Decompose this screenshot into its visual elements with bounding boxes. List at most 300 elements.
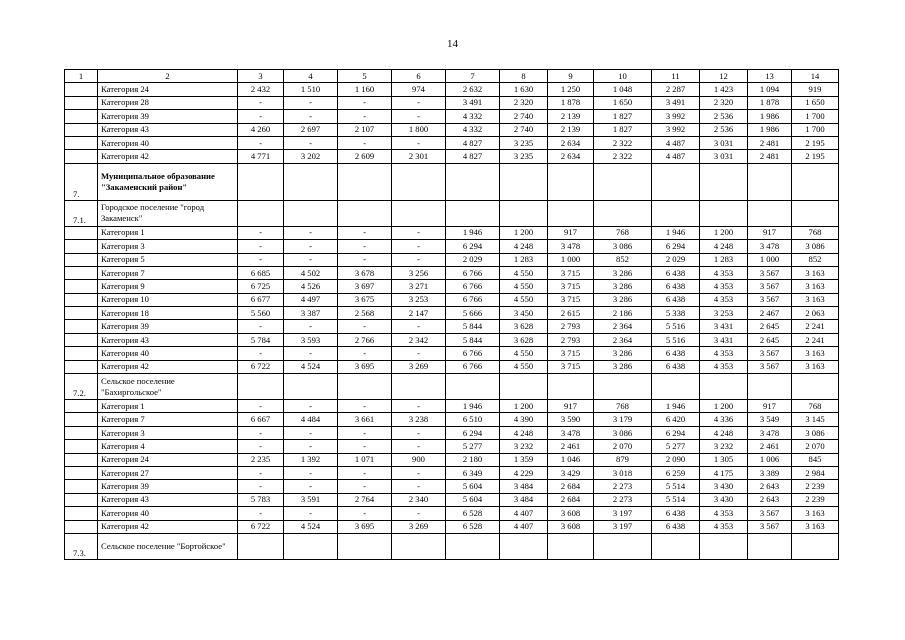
table-cell: 1 946 bbox=[652, 226, 700, 239]
table-cell: 3 697 bbox=[338, 280, 392, 293]
table-cell: 6 510 bbox=[446, 413, 500, 426]
table-cell: 1 650 bbox=[594, 96, 652, 109]
table-cell bbox=[652, 533, 700, 559]
table-cell: 2 615 bbox=[548, 307, 594, 320]
table-cell: 4 550 bbox=[500, 280, 548, 293]
section-row bbox=[65, 374, 839, 400]
table-cell: 3 256 bbox=[392, 266, 446, 279]
row-number bbox=[65, 226, 98, 239]
table-cell bbox=[700, 533, 748, 559]
table-cell: 845 bbox=[792, 453, 839, 466]
row-name: Категория 42 bbox=[98, 520, 238, 533]
table-cell: 2 461 bbox=[548, 440, 594, 453]
table-cell: 5 338 bbox=[652, 307, 700, 320]
table-cell: - bbox=[238, 253, 284, 266]
row-name: Категория 40 bbox=[98, 507, 238, 520]
table-cell: 2 195 bbox=[792, 150, 839, 163]
table-cell: 4 353 bbox=[700, 266, 748, 279]
row-number bbox=[65, 466, 98, 479]
table-row bbox=[65, 466, 839, 479]
table-cell: 3 628 bbox=[500, 333, 548, 346]
table-row bbox=[65, 96, 839, 109]
table-cell: 2 241 bbox=[792, 333, 839, 346]
table-cell: 4 353 bbox=[700, 293, 748, 306]
table-cell: 3 491 bbox=[652, 96, 700, 109]
table-cell: 1 392 bbox=[284, 453, 338, 466]
table-cell: 2 740 bbox=[500, 110, 548, 123]
table-cell: 4 407 bbox=[500, 520, 548, 533]
row-number bbox=[65, 266, 98, 279]
row-number bbox=[65, 520, 98, 533]
table-cell bbox=[284, 163, 338, 200]
column-header: 9 bbox=[548, 70, 594, 83]
table-cell: 5 277 bbox=[652, 440, 700, 453]
table-cell: 4 524 bbox=[284, 520, 338, 533]
table-cell: 1 946 bbox=[446, 400, 500, 413]
row-number bbox=[65, 413, 98, 426]
table-cell: - bbox=[392, 400, 446, 413]
table-cell: 919 bbox=[792, 83, 839, 96]
table-cell: - bbox=[284, 440, 338, 453]
table-cell: 917 bbox=[748, 400, 792, 413]
table-cell: 3 478 bbox=[748, 240, 792, 253]
table-cell: 3 484 bbox=[500, 480, 548, 493]
table-cell: - bbox=[338, 426, 392, 439]
table-cell: 3 086 bbox=[594, 426, 652, 439]
row-name: Категория 9 bbox=[98, 280, 238, 293]
table-cell: 1 827 bbox=[594, 123, 652, 136]
table-cell: 3 567 bbox=[748, 280, 792, 293]
table-cell: - bbox=[284, 347, 338, 360]
table-cell: 2 029 bbox=[446, 253, 500, 266]
table-cell: 3 430 bbox=[700, 493, 748, 506]
table-row bbox=[65, 293, 839, 306]
table-cell: - bbox=[238, 466, 284, 479]
table-cell: 3 232 bbox=[500, 440, 548, 453]
row-name: Категория 1 bbox=[98, 400, 238, 413]
section-row bbox=[65, 533, 839, 559]
table-cell: 3 478 bbox=[748, 426, 792, 439]
table-cell: 2 063 bbox=[792, 307, 839, 320]
table-cell: 2 029 bbox=[652, 253, 700, 266]
table-cell: 1 046 bbox=[548, 453, 594, 466]
table-cell: 2 645 bbox=[748, 333, 792, 346]
column-header: 12 bbox=[700, 70, 748, 83]
table-cell: 5 514 bbox=[652, 493, 700, 506]
table-cell: 900 bbox=[392, 453, 446, 466]
table-cell: 3 430 bbox=[700, 480, 748, 493]
table-cell: 4 502 bbox=[284, 266, 338, 279]
table-cell: 852 bbox=[792, 253, 839, 266]
table-cell: 5 516 bbox=[652, 320, 700, 333]
table-cell: 3 086 bbox=[792, 426, 839, 439]
table-cell: 6 685 bbox=[238, 266, 284, 279]
table-cell: 3 715 bbox=[548, 266, 594, 279]
table-cell bbox=[446, 374, 500, 400]
table-cell bbox=[748, 374, 792, 400]
table-cell: 6 294 bbox=[446, 426, 500, 439]
table-cell: 3 286 bbox=[594, 347, 652, 360]
column-header: 10 bbox=[594, 70, 652, 83]
table-cell: 4 260 bbox=[238, 123, 284, 136]
column-header: 13 bbox=[748, 70, 792, 83]
table-cell: 1 878 bbox=[748, 96, 792, 109]
table-cell: 2 766 bbox=[338, 333, 392, 346]
table-cell bbox=[238, 200, 284, 226]
table-cell bbox=[284, 533, 338, 559]
table-cell: 2 684 bbox=[548, 480, 594, 493]
table-cell: 6 438 bbox=[652, 266, 700, 279]
row-name: Категория 39 bbox=[98, 320, 238, 333]
table-row bbox=[65, 453, 839, 466]
table-row bbox=[65, 110, 839, 123]
table-cell: 4 332 bbox=[446, 123, 500, 136]
row-number bbox=[65, 400, 98, 413]
table-cell: 3 567 bbox=[748, 293, 792, 306]
table-row bbox=[65, 400, 839, 413]
table-cell: 2 684 bbox=[548, 493, 594, 506]
row-name: Категория 39 bbox=[98, 110, 238, 123]
row-number bbox=[65, 136, 98, 149]
table-cell bbox=[392, 374, 446, 400]
row-name: Сельское поселение "Бортойское" bbox=[98, 533, 238, 559]
table-cell: 2 186 bbox=[594, 307, 652, 320]
table-cell: 3 484 bbox=[500, 493, 548, 506]
table-cell: 3 567 bbox=[748, 360, 792, 373]
table-cell: 6 438 bbox=[652, 360, 700, 373]
row-name: Сельское поселение "Бахиргольское" bbox=[98, 374, 238, 400]
table-cell: 2 984 bbox=[792, 466, 839, 479]
table-cell: - bbox=[392, 426, 446, 439]
table-cell: 2 364 bbox=[594, 333, 652, 346]
table-cell: 974 bbox=[392, 83, 446, 96]
row-name: Муниципальное образование "Закаменский район" bbox=[98, 163, 238, 200]
table-cell: 6 438 bbox=[652, 507, 700, 520]
table-cell bbox=[594, 374, 652, 400]
table-cell: 3 018 bbox=[594, 466, 652, 479]
table-cell: 5 560 bbox=[238, 307, 284, 320]
table-cell: 3 431 bbox=[700, 333, 748, 346]
table-cell: 3 163 bbox=[792, 520, 839, 533]
row-number bbox=[65, 240, 98, 253]
row-name: Категория 43 bbox=[98, 333, 238, 346]
table-cell: - bbox=[392, 347, 446, 360]
table-cell: - bbox=[238, 426, 284, 439]
table-cell: 4 550 bbox=[500, 266, 548, 279]
table-cell: - bbox=[392, 320, 446, 333]
row-number bbox=[65, 507, 98, 520]
table-cell: 3 715 bbox=[548, 293, 594, 306]
row-number bbox=[65, 83, 98, 96]
table-cell: - bbox=[338, 96, 392, 109]
table-cell: - bbox=[338, 253, 392, 266]
table-cell: 4 497 bbox=[284, 293, 338, 306]
table-cell: 4 487 bbox=[652, 150, 700, 163]
table-row bbox=[65, 440, 839, 453]
table-cell: - bbox=[338, 110, 392, 123]
table-cell: - bbox=[238, 480, 284, 493]
table-cell bbox=[500, 533, 548, 559]
column-header: 1 bbox=[65, 70, 98, 83]
column-header: 2 bbox=[98, 70, 238, 83]
table-cell: - bbox=[284, 110, 338, 123]
table-cell: 917 bbox=[548, 226, 594, 239]
row-number bbox=[65, 307, 98, 320]
row-number bbox=[65, 280, 98, 293]
table-cell: 1 048 bbox=[594, 83, 652, 96]
table-cell: 2 322 bbox=[594, 150, 652, 163]
table-cell: 2 697 bbox=[284, 123, 338, 136]
column-header: 14 bbox=[792, 70, 839, 83]
table-cell: - bbox=[392, 136, 446, 149]
table-cell: 2 568 bbox=[338, 307, 392, 320]
table-cell: - bbox=[284, 426, 338, 439]
table-cell: 6 259 bbox=[652, 466, 700, 479]
table-cell: - bbox=[338, 240, 392, 253]
table-cell bbox=[652, 200, 700, 226]
table-cell: 3 197 bbox=[594, 520, 652, 533]
table-cell bbox=[338, 163, 392, 200]
table-cell bbox=[392, 200, 446, 226]
table-cell: - bbox=[238, 347, 284, 360]
table-cell bbox=[548, 163, 594, 200]
row-name: Категория 27 bbox=[98, 466, 238, 479]
row-name: Категория 18 bbox=[98, 307, 238, 320]
table-cell: 1 283 bbox=[700, 253, 748, 266]
table-cell: 3 163 bbox=[792, 347, 839, 360]
table-cell: 2 070 bbox=[792, 440, 839, 453]
table-cell: 6 667 bbox=[238, 413, 284, 426]
table-cell: - bbox=[238, 226, 284, 239]
table-cell: 1 200 bbox=[500, 226, 548, 239]
table-cell: 6 528 bbox=[446, 520, 500, 533]
table-cell: 3 202 bbox=[284, 150, 338, 163]
table-cell: 3 232 bbox=[700, 440, 748, 453]
table-cell: - bbox=[392, 110, 446, 123]
table-cell: 5 783 bbox=[238, 493, 284, 506]
row-name: Категория 7 bbox=[98, 413, 238, 426]
row-number bbox=[65, 293, 98, 306]
table-row bbox=[65, 413, 839, 426]
table-cell: 6 438 bbox=[652, 520, 700, 533]
table-cell: 2 643 bbox=[748, 480, 792, 493]
table-cell bbox=[548, 374, 594, 400]
table-cell: 4 827 bbox=[446, 136, 500, 149]
table-cell bbox=[500, 200, 548, 226]
table-cell bbox=[700, 163, 748, 200]
table-row bbox=[65, 150, 839, 163]
table-cell: - bbox=[238, 96, 284, 109]
table-cell: 2 536 bbox=[700, 110, 748, 123]
table-cell: 2 147 bbox=[392, 307, 446, 320]
table-cell: 1 700 bbox=[792, 123, 839, 136]
table-cell: - bbox=[338, 320, 392, 333]
table-cell: 4 526 bbox=[284, 280, 338, 293]
table-cell: 3 286 bbox=[594, 280, 652, 293]
table-cell: - bbox=[338, 480, 392, 493]
table-cell: 3 567 bbox=[748, 347, 792, 360]
table-cell: 3 675 bbox=[338, 293, 392, 306]
table-cell: 4 353 bbox=[700, 280, 748, 293]
table-cell: 3 031 bbox=[700, 150, 748, 163]
table-cell: 2 070 bbox=[594, 440, 652, 453]
table-cell: 1 986 bbox=[748, 123, 792, 136]
table-row bbox=[65, 333, 839, 346]
table-cell bbox=[500, 163, 548, 200]
table-cell bbox=[338, 374, 392, 400]
table-cell: - bbox=[284, 136, 338, 149]
table-cell: 6 766 bbox=[446, 347, 500, 360]
table-cell: 2 235 bbox=[238, 453, 284, 466]
row-name: Категория 43 bbox=[98, 123, 238, 136]
table-cell: - bbox=[238, 240, 284, 253]
table-cell bbox=[748, 163, 792, 200]
table-cell bbox=[238, 374, 284, 400]
table-cell: 1 305 bbox=[700, 453, 748, 466]
table-cell bbox=[392, 533, 446, 559]
table-cell: 2 195 bbox=[792, 136, 839, 149]
table-cell: 6 766 bbox=[446, 293, 500, 306]
table-cell: - bbox=[392, 226, 446, 239]
row-number bbox=[65, 320, 98, 333]
table-cell bbox=[338, 533, 392, 559]
table-cell: 2 320 bbox=[700, 96, 748, 109]
table-cell: - bbox=[392, 507, 446, 520]
table-cell: - bbox=[392, 440, 446, 453]
table-row bbox=[65, 507, 839, 520]
table-cell: 1 250 bbox=[548, 83, 594, 96]
table-cell: 2 322 bbox=[594, 136, 652, 149]
table-cell bbox=[548, 533, 594, 559]
table-cell: 3 567 bbox=[748, 520, 792, 533]
table-cell: 3 431 bbox=[700, 320, 748, 333]
table-row bbox=[65, 426, 839, 439]
row-name: Категория 10 bbox=[98, 293, 238, 306]
table-cell: 6 722 bbox=[238, 520, 284, 533]
table-cell: 3 695 bbox=[338, 520, 392, 533]
table-cell: 3 235 bbox=[500, 136, 548, 149]
table-cell: 3 031 bbox=[700, 136, 748, 149]
table-cell: 3 253 bbox=[700, 307, 748, 320]
table-cell: 4 524 bbox=[284, 360, 338, 373]
table-cell: 1 650 bbox=[792, 96, 839, 109]
table-cell: 6 725 bbox=[238, 280, 284, 293]
table-cell: 2 180 bbox=[446, 453, 500, 466]
table-row bbox=[65, 493, 839, 506]
table-cell: 3 695 bbox=[338, 360, 392, 373]
table-cell bbox=[446, 200, 500, 226]
table-cell bbox=[284, 374, 338, 400]
table-cell bbox=[700, 200, 748, 226]
table-cell: 3 661 bbox=[338, 413, 392, 426]
table-cell: 2 740 bbox=[500, 123, 548, 136]
table-cell: 3 608 bbox=[548, 507, 594, 520]
table-cell: 3 593 bbox=[284, 333, 338, 346]
table-cell: 3 235 bbox=[500, 150, 548, 163]
table-cell: 2 239 bbox=[792, 480, 839, 493]
table-cell: - bbox=[338, 507, 392, 520]
table-cell: 4 550 bbox=[500, 293, 548, 306]
section-row bbox=[65, 200, 839, 226]
table-cell: 2 634 bbox=[548, 150, 594, 163]
table-cell: 768 bbox=[594, 226, 652, 239]
table-cell: 2 432 bbox=[238, 83, 284, 96]
table-cell: 2 645 bbox=[748, 320, 792, 333]
table-cell: 4 248 bbox=[700, 426, 748, 439]
row-number bbox=[65, 426, 98, 439]
column-header: 5 bbox=[338, 70, 392, 83]
table-cell: 2 461 bbox=[748, 440, 792, 453]
table-row bbox=[65, 320, 839, 333]
table-cell: 2 793 bbox=[548, 333, 594, 346]
table-cell: 3 086 bbox=[594, 240, 652, 253]
table-cell: 3 567 bbox=[748, 266, 792, 279]
table-cell: 6 438 bbox=[652, 293, 700, 306]
table-cell: 2 536 bbox=[700, 123, 748, 136]
table-cell: - bbox=[238, 110, 284, 123]
row-name: Категория 1 bbox=[98, 226, 238, 239]
column-header: 4 bbox=[284, 70, 338, 83]
table-cell: - bbox=[284, 240, 338, 253]
table-row bbox=[65, 123, 839, 136]
table-cell: 3 429 bbox=[548, 466, 594, 479]
table-cell: 3 628 bbox=[500, 320, 548, 333]
table-cell: 2 643 bbox=[748, 493, 792, 506]
table-cell bbox=[446, 533, 500, 559]
table-cell: 1 000 bbox=[748, 253, 792, 266]
table-header-row bbox=[65, 70, 839, 83]
row-number bbox=[65, 440, 98, 453]
column-header: 3 bbox=[238, 70, 284, 83]
table-cell: 4 229 bbox=[500, 466, 548, 479]
table-cell: 917 bbox=[548, 400, 594, 413]
table-cell: 1 359 bbox=[500, 453, 548, 466]
table-cell: - bbox=[338, 347, 392, 360]
table-cell: - bbox=[338, 440, 392, 453]
row-number: 7.2. bbox=[65, 374, 98, 400]
table-cell: 1 700 bbox=[792, 110, 839, 123]
table-cell: 4 248 bbox=[700, 240, 748, 253]
table-cell: 3 269 bbox=[392, 360, 446, 373]
table-row bbox=[65, 240, 839, 253]
table-cell: 3 145 bbox=[792, 413, 839, 426]
table-cell bbox=[792, 533, 839, 559]
row-name: Категория 3 bbox=[98, 240, 238, 253]
table-cell: 1 510 bbox=[284, 83, 338, 96]
table-cell: 768 bbox=[792, 226, 839, 239]
table-cell: 3 478 bbox=[548, 426, 594, 439]
row-name: Категория 3 bbox=[98, 426, 238, 439]
table-cell: 3 163 bbox=[792, 360, 839, 373]
page-number: 14 bbox=[447, 38, 458, 50]
table-row bbox=[65, 280, 839, 293]
table-cell: - bbox=[284, 507, 338, 520]
table-cell bbox=[700, 374, 748, 400]
table-cell: 3 567 bbox=[748, 507, 792, 520]
table-cell: 3 197 bbox=[594, 507, 652, 520]
table-cell: 5 604 bbox=[446, 480, 500, 493]
table-cell bbox=[792, 163, 839, 200]
table-cell: 6 766 bbox=[446, 280, 500, 293]
table-cell: 4 484 bbox=[284, 413, 338, 426]
table-cell: 2 342 bbox=[392, 333, 446, 346]
table-cell: 1 946 bbox=[652, 400, 700, 413]
table-cell: 4 353 bbox=[700, 507, 748, 520]
table-row bbox=[65, 347, 839, 360]
table-cell: 2 793 bbox=[548, 320, 594, 333]
table-cell: - bbox=[338, 226, 392, 239]
table-cell: 2 467 bbox=[748, 307, 792, 320]
